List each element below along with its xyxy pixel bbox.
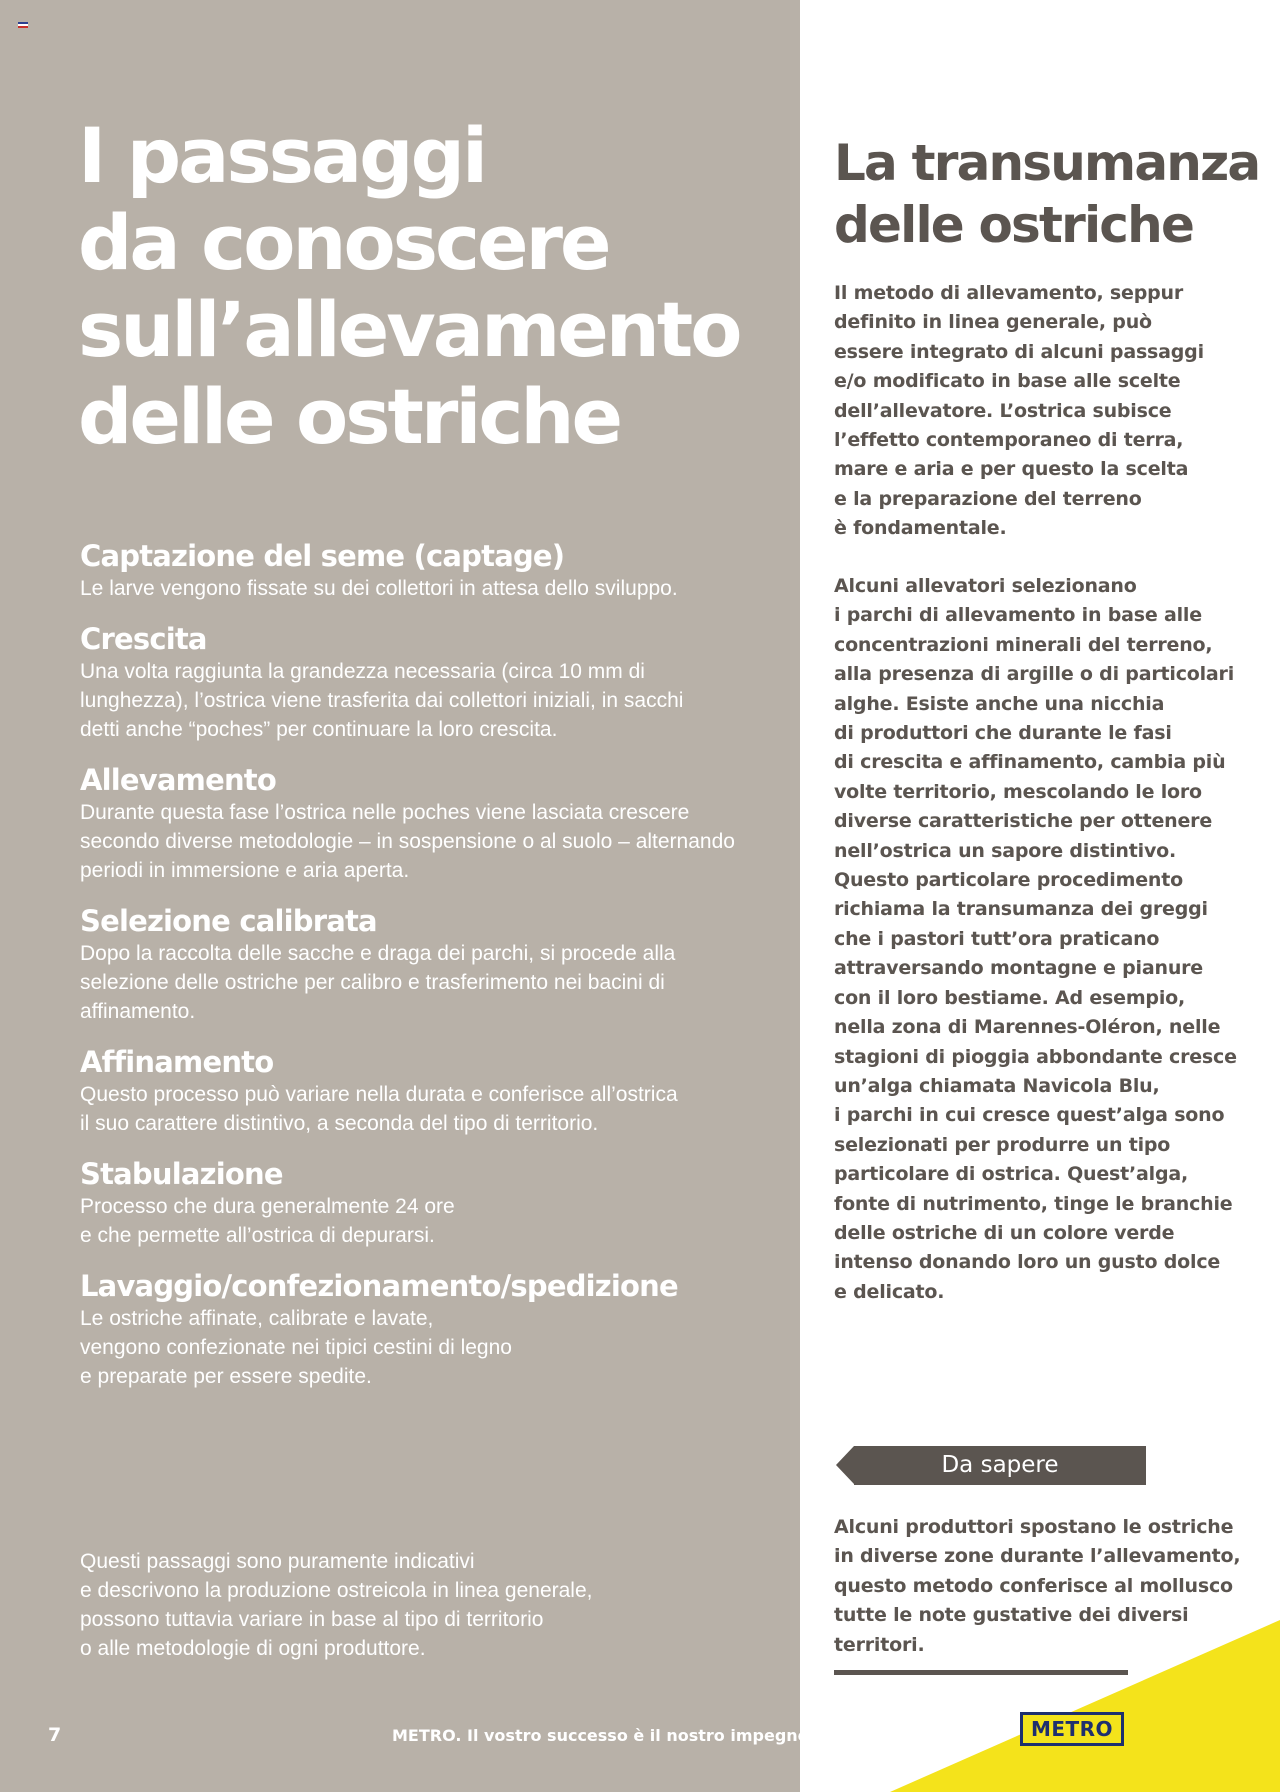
step-text — [80, 1080, 732, 1138]
side-title — [834, 132, 1260, 256]
step-text-line: Questo processo può variare nella durata e conferisce all’ostrica — [80, 1083, 678, 1106]
step-text-line: lunghezza), l’ostrica viene trasferita dai collettori iniziali, in sacchi — [80, 689, 684, 712]
step-title: Crescita — [80, 622, 207, 656]
da-sapere-tab — [836, 1446, 1146, 1485]
para-line: definito in linea generale, può — [834, 311, 1152, 334]
step-text-line: Processo che dura generalmente 24 ore — [80, 1195, 455, 1218]
step-text-line: Durante questa fase l’ostrica nelle poches viene lasciata crescere — [80, 801, 690, 824]
para-line: l’effetto contemporaneo di terra, — [834, 429, 1184, 452]
para-line: è fondamentale. — [834, 517, 1007, 540]
disclaimer-line: possono tuttavia variare in base al tipo di territorio — [80, 1608, 544, 1631]
side-title-line: La transumanza — [834, 134, 1260, 192]
side-paragraph-main — [834, 572, 1254, 1307]
para-line: concentrazioni minerali del terreno, — [834, 633, 1213, 656]
para-line: tutte le note gustative dei diversi — [834, 1604, 1189, 1627]
step-title: Selezione calibrata — [80, 904, 377, 938]
para-line: nella zona di Marennes-Oléron, nelle — [834, 1016, 1221, 1039]
para-line: Questo particolare procedimento — [834, 869, 1183, 892]
disclaimer-line: e descrivono la produzione ostreicola in linea generale, — [80, 1579, 593, 1602]
para-line: particolare di ostrica. Quest’alga, — [834, 1163, 1189, 1186]
para-line: dell’allevatore. L’ostrica subisce — [834, 399, 1172, 422]
para-line: e/o modificato in base alle scelte — [834, 370, 1181, 393]
step-captazione — [80, 538, 732, 603]
para-line: attraversando montagne e pianure — [834, 957, 1203, 980]
para-line: di produttori che durante le fasi — [834, 722, 1172, 745]
para-line: delle ostriche di un colore verde — [834, 1221, 1175, 1244]
para-line: alla presenza di argille o di particolari — [834, 663, 1235, 686]
step-text — [80, 798, 735, 885]
step-text-line: Le ostriche affinate, calibrate e lavate, — [80, 1307, 434, 1330]
step-affinamento — [80, 1044, 732, 1138]
para-line: e delicato. — [834, 1280, 945, 1303]
yellow-corner-decoration — [800, 1600, 1280, 1792]
step-text-line: il suo carattere distintivo, a seconda del tipo di territorio. — [80, 1112, 599, 1135]
para-line: i parchi in cui cresce quest’alga sono — [834, 1104, 1225, 1127]
side-title-line: delle ostriche — [834, 196, 1194, 254]
para-line: stagioni di pioggia abbondante cresce — [834, 1045, 1237, 1068]
main-title-line: da conoscere — [78, 198, 609, 287]
para-line: diverse caratteristiche per ottenere — [834, 810, 1213, 833]
step-text — [80, 657, 732, 744]
disclaimer — [80, 1547, 720, 1663]
para-line: fonte di nutrimento, tinge le branchie — [834, 1192, 1233, 1215]
para-line: i parchi di allevamento in base alle — [834, 604, 1202, 627]
para-line: volte territorio, mescolando le loro — [834, 780, 1202, 803]
yellow-corner-shape — [890, 1620, 1280, 1792]
para-line: nell’ostrica un sapore distintivo. — [834, 839, 1177, 862]
step-title: Affinamento — [80, 1045, 274, 1079]
step-title: Stabulazione — [80, 1157, 283, 1191]
step-text-line: Dopo la raccolta delle sacche e draga dei parchi, si procede alla — [80, 942, 676, 965]
step-title: Allevamento — [80, 763, 276, 797]
flag-icon — [18, 22, 28, 28]
step-text-line: Una volta raggiunta la grandezza necessaria (circa 10 mm di — [80, 660, 645, 683]
para-line: di crescita e affinamento, cambia più — [834, 751, 1226, 774]
step-text-line: Le larve vengono fissate su dei collettori in attesa dello sviluppo. — [80, 577, 678, 600]
step-title: Captazione del seme (captage) — [80, 539, 565, 573]
step-text-line: e che permette all’ostrica di depurarsi. — [80, 1224, 435, 1247]
step-text-line: selezione delle ostriche per calibro e trasferimento nei bacini di — [80, 971, 665, 994]
para-line: alghe. Esiste anche una nicchia — [834, 692, 1165, 715]
step-text-line: affinamento. — [80, 1000, 196, 1023]
para-line: e la preparazione del terreno — [834, 487, 1142, 510]
step-text — [80, 1192, 732, 1250]
step-text — [80, 939, 732, 1026]
arrow-left-icon — [836, 1446, 854, 1484]
para-line: essere integrato di alcuni passaggi — [834, 340, 1204, 363]
para-line: mare e aria e per questo la scelta — [834, 458, 1189, 481]
main-title-line: I passaggi — [78, 111, 486, 200]
para-line: Il metodo di allevamento, seppur — [834, 282, 1184, 304]
step-text-line: vengono confezionate nei tipici cestini di legno — [80, 1336, 512, 1359]
para-line: con il loro bestiame. Ad esempio, — [834, 986, 1186, 1009]
para-line: in diverse zone durante l’allevamento, — [834, 1545, 1241, 1568]
step-text — [80, 574, 732, 603]
page-number: 7 — [48, 1724, 62, 1746]
step-title: Lavaggio/confezionamento/spedizione — [80, 1269, 678, 1303]
step-crescita — [80, 621, 732, 744]
step-selezione-calibrata — [80, 903, 732, 1026]
para-line: Alcuni produttori spostano le ostriche — [834, 1516, 1234, 1538]
para-line: questo metodo conferisce al mollusco — [834, 1574, 1233, 1597]
da-sapere-label: Da sapere — [854, 1446, 1146, 1485]
disclaimer-line: o alle metodologie di ogni produttore. — [80, 1637, 426, 1660]
main-title — [78, 112, 778, 460]
side-paragraph-intro — [834, 279, 1254, 544]
step-text-line: periodi in immersione e aria aperta. — [80, 859, 410, 882]
step-text-line: secondo diverse metodologie – in sospensione o al suolo – alternando — [80, 830, 735, 853]
para-line: un’alga chiamata Navicola Blu, — [834, 1074, 1160, 1097]
step-lavaggio — [80, 1268, 732, 1391]
para-line: intenso donando loro un gusto dolce — [834, 1251, 1221, 1274]
para-line: territori. — [834, 1633, 925, 1656]
para-line: che i pastori tutt’ora praticano — [834, 927, 1160, 950]
metro-logo-text: METRO — [1030, 1717, 1114, 1741]
metro-logo — [1020, 1712, 1124, 1746]
para-line: Alcuni allevatori selezionano — [834, 575, 1137, 597]
step-text — [80, 1304, 732, 1391]
para-line: richiama la transumanza dei greggi — [834, 898, 1208, 921]
para-line: selezionati per produrre un tipo — [834, 1133, 1171, 1156]
step-allevamento — [80, 762, 735, 885]
step-stabulazione — [80, 1156, 732, 1250]
tagline: METRO. Il vostro successo è il nostro impegno — [392, 1726, 809, 1745]
steps-list — [80, 538, 735, 1409]
step-text-line: e preparate per essere spedite. — [80, 1365, 372, 1388]
main-title-line: sull’allevamento — [78, 285, 740, 374]
step-text-line: detti anche “poches” per continuare la loro crescita. — [80, 718, 558, 741]
main-title-line: delle ostriche — [78, 372, 621, 461]
disclaimer-line: Questi passaggi sono puramente indicativi — [80, 1550, 475, 1573]
